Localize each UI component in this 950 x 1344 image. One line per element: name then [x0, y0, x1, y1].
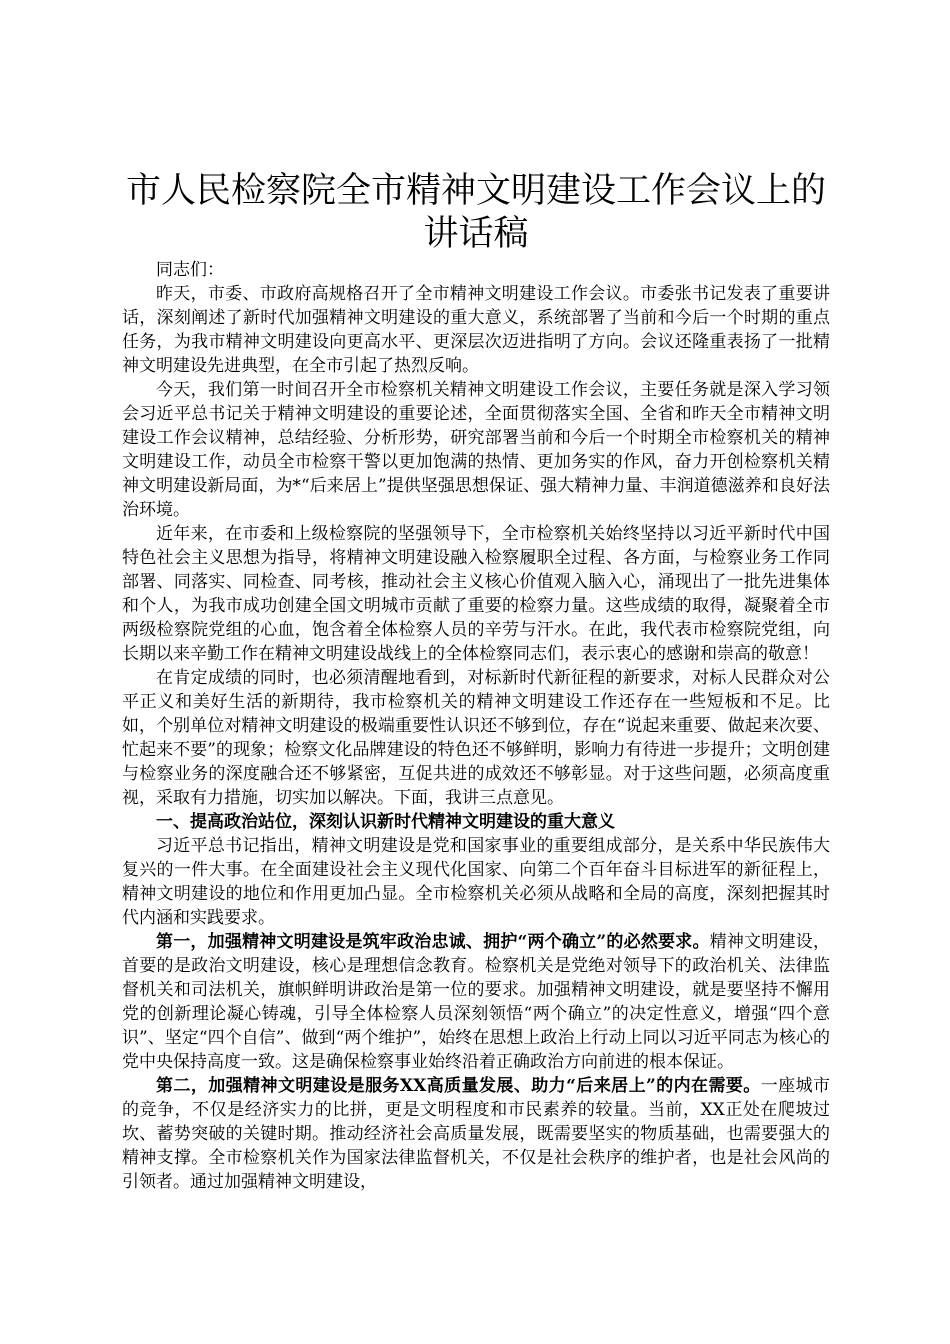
- point-lead: 第一，加强精神文明建设是筑牢政治忠诚、拥护“两个确立”的必然要求。: [156, 932, 710, 952]
- document-title: [122, 170, 830, 256]
- body-paragraph: 近年来，在市委和上级检察院的坚强领导下，全市检察机关始终坚持以习近平新时代中国特色社会主义思想为指导，将精神文明建设融入检察履职全过程、各方面，与检察业务工作同部署、同落实、同检查、同考核，推动社会主义核心价值观入脑入心，涌现出了一批先进集体和个人，为我市成功创建全国文明城市贡献了重要的检察力量。这些成绩的取得，凝聚着全市两级检察院党组的心血，饱含着全体检察人员的辛劳与汗水。在此，我代表市检察院党组，向长期以来辛勤工作在精神文明建设战线上的全体检察同志们，表示衷心的感谢和崇高的敬意！: [122, 524, 830, 664]
- section-intro-paragraph: 习近平总书记指出，精神文明建设是党和国家事业的重要组成部分，是关系中华民族伟大复兴的一件大事。在全面建设社会主义现代化国家、向第二个百年奋斗目标进军的新征程上，精神文明建设的地位和作用更加凸显。全市检察机关必须从战略和全局的高度，深刻把握其时代内涵和实践要求。: [122, 836, 830, 928]
- section-heading: 一、提高政治站位，深刻认识新时代精神文明建设的重大意义: [156, 812, 615, 832]
- point-body: 一座城市的竞争，不仅是经济实力的比拼，更是文明程度和市民素养的较量。当前，XX正处在爬坡过坎、蓄势突破的关键时期。推动经济社会高质量发展，既需要坚实的物质基础，也需要强大的精神支撑。全市检察机关作为国家法律监督机关，不仅是社会秩序的维护者，也是社会风尚的引领者。通过加强精神文明建设，: [122, 1076, 831, 1192]
- document-page: [122, 170, 830, 1194]
- title-line-2: 讲话稿: [423, 214, 529, 254]
- body-paragraph: 昨天，市委、市政府高规格召开了全市精神文明建设工作会议。市委张书记发表了重要讲话，深刻阐述了新时代加强精神文明建设的重大意义，系统部署了当前和今后一个时期的重点任务，为我市精神文明建设向更高水平、更深层次迈进指明了方向。会议还隆重表扬了一批精神文明建设先进典型，在全市引起了热烈反响。: [122, 284, 830, 376]
- salutation: 同志们：: [156, 260, 224, 280]
- point-paragraph: [122, 930, 830, 1074]
- point-body: 精神文明建设，首要的是政治文明建设，核心是理想信念教育。检察机关是党绝对领导下的政治机关、法律监督机关和司法机关，旗帜鲜明讲政治是第一位的要求。加强精神文明建设，就是要坚持不懈用党的创新理论凝心铸魂，引导全体检察人员深刻领悟“两个确立”的决定性意义，增强“四个意识”、坚定“四个自信”、做到“两个维护”，始终在思想上政治上行动上同以习近平同志为核心的党中央保持高度一致。这是确保检察事业始终沿着正确政治方向前进的根本保证。: [122, 932, 831, 1072]
- title-line-1: 市人民检察院全市精神文明建设工作会议上的: [125, 171, 826, 211]
- body-paragraph: 在肯定成绩的同时，也必须清醒地看到，对标新时代新征程的新要求，对标人民群众对公平正义和美好生活的新期待，我市检察机关的精神文明建设工作还存在一些短板和不足。比如，个别单位对精神文明建设的极端重要性认识还不够到位，存在“说起来重要、做起来次要、忙起来不要”的现象；检察文化品牌建设的特色还不够鲜明，影响力有待进一步提升；文明创建与检察业务的深度融合还不够紧密，互促共进的成效还不够彰显。对于这些问题，必须高度重视，采取有力措施，切实加以解决。下面，我讲三点意见。: [122, 668, 830, 808]
- body-paragraph: 今天，我们第一时间召开全市检察机关精神文明建设工作会议，主要任务就是深入学习领会习近平总书记关于精神文明建设的重要论述，全面贯彻落实全国、全省和昨天全市精神文明建设工作会议精神，总结经验、分析形势，研究部署当前和今后一个时期全市检察机关的精神文明建设工作，动员全市检察干警以更加饱满的热情、更加务实的作风，奋力开创检察机关精神文明建设新局面，为*“后来居上”提供坚强思想保证、强大精神力量、丰润道德滋养和良好法治环境。: [122, 380, 830, 520]
- point-lead: 第二，加强精神文明建设是服务XX高质量发展、助力“后来居上”的内在需要。: [156, 1076, 761, 1096]
- point-paragraph: [122, 1074, 830, 1194]
